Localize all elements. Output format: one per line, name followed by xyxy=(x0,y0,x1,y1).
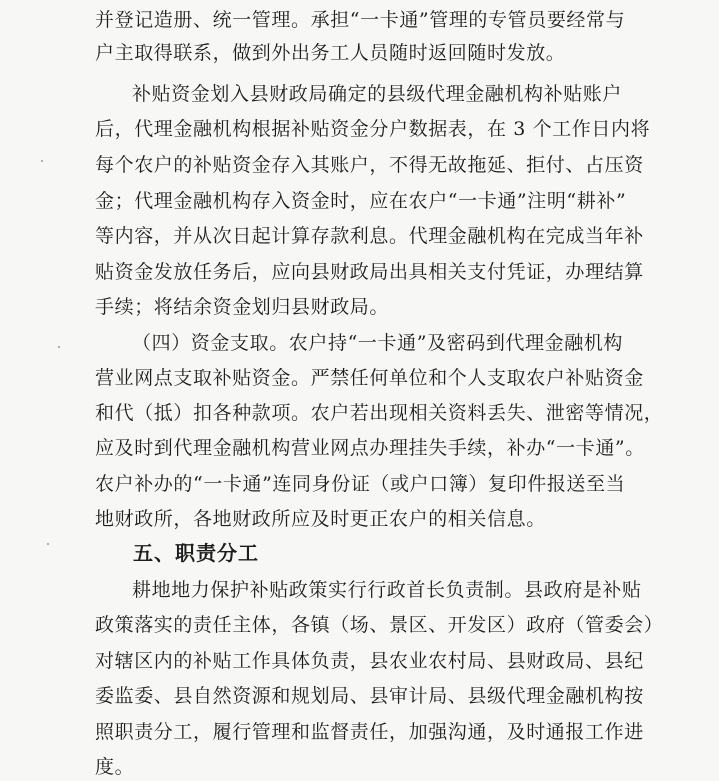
body-text-line: （四）资金支取。农户持“一卡通”及密码到代理金融机构 xyxy=(132,332,624,354)
body-text-line: 并登记造册、统一管理。承担“一卡通”管理的专管员要经常与 xyxy=(95,9,626,31)
body-text-line: 和代（抵）扣各种款项。农户若出现相关资料丢失、泄密等情况， xyxy=(95,402,664,424)
body-text-line: 每个农户的补贴资金存入其账户，不得无故拖延、拒付、占压资 xyxy=(95,154,644,176)
body-text-line: 政策落实的责任主体，各镇（场、景区、开发区）政府（管委会） xyxy=(95,614,664,636)
body-text-line: 应及时到代理金融机构营业网点办理挂失手续，补办“一卡通”。 xyxy=(95,437,645,459)
body-text-line: 度。 xyxy=(95,756,135,778)
body-text-line: 补贴资金划入县财政局确定的县级代理金融机构补贴账户 xyxy=(132,83,623,105)
body-text-line: 贴资金发放任务后，应向县财政局出具相关支付凭证，办理结算 xyxy=(95,261,644,283)
scan-speck xyxy=(41,160,43,162)
body-text-line: 等内容，并从次日起计算存款利息。代理金融机构在完成当年补 xyxy=(95,225,644,247)
section-heading: 五、职责分工 xyxy=(133,541,259,565)
body-text-line: 耕地地力保护补贴政策实行行政首长负责制。县政府是补贴 xyxy=(132,579,642,601)
body-text-line: 手续；将结余资金划归县财政局。 xyxy=(95,296,390,318)
body-text-line: 农户补办的“一卡通”连同身份证（或户口簿）复印件报送至当 xyxy=(95,473,626,495)
body-text-line: 后，代理金融机构根据补贴资金分户数据表，在 3 个工作日内将 xyxy=(95,118,651,140)
body-text-line: 地财政所，各地财政所应及时更正农户的相关信息。 xyxy=(95,508,546,530)
body-text-line: 营业网点支取补贴资金。严禁任何单位和个人支取农户补贴资金 xyxy=(95,367,644,389)
body-text-line: 对辖区内的补贴工作具体负责，县农业农村局、县财政局、县纪 xyxy=(95,650,644,672)
scan-speck xyxy=(47,543,49,545)
scan-speck xyxy=(58,346,60,348)
body-text-line: 金；代理金融机构存入资金时，应在农户“一卡通”注明“耕补” xyxy=(95,190,627,212)
body-text-line: 户主取得联系，做到外出务工人员随时返回随时发放。 xyxy=(95,42,566,64)
body-text-line: 委监委、县自然资源和规划局、县审计局、县级代理金融机构按 xyxy=(95,685,644,707)
body-text-line: 照职责分工，履行管理和监督责任，加强沟通，及时通报工作进 xyxy=(95,721,644,743)
